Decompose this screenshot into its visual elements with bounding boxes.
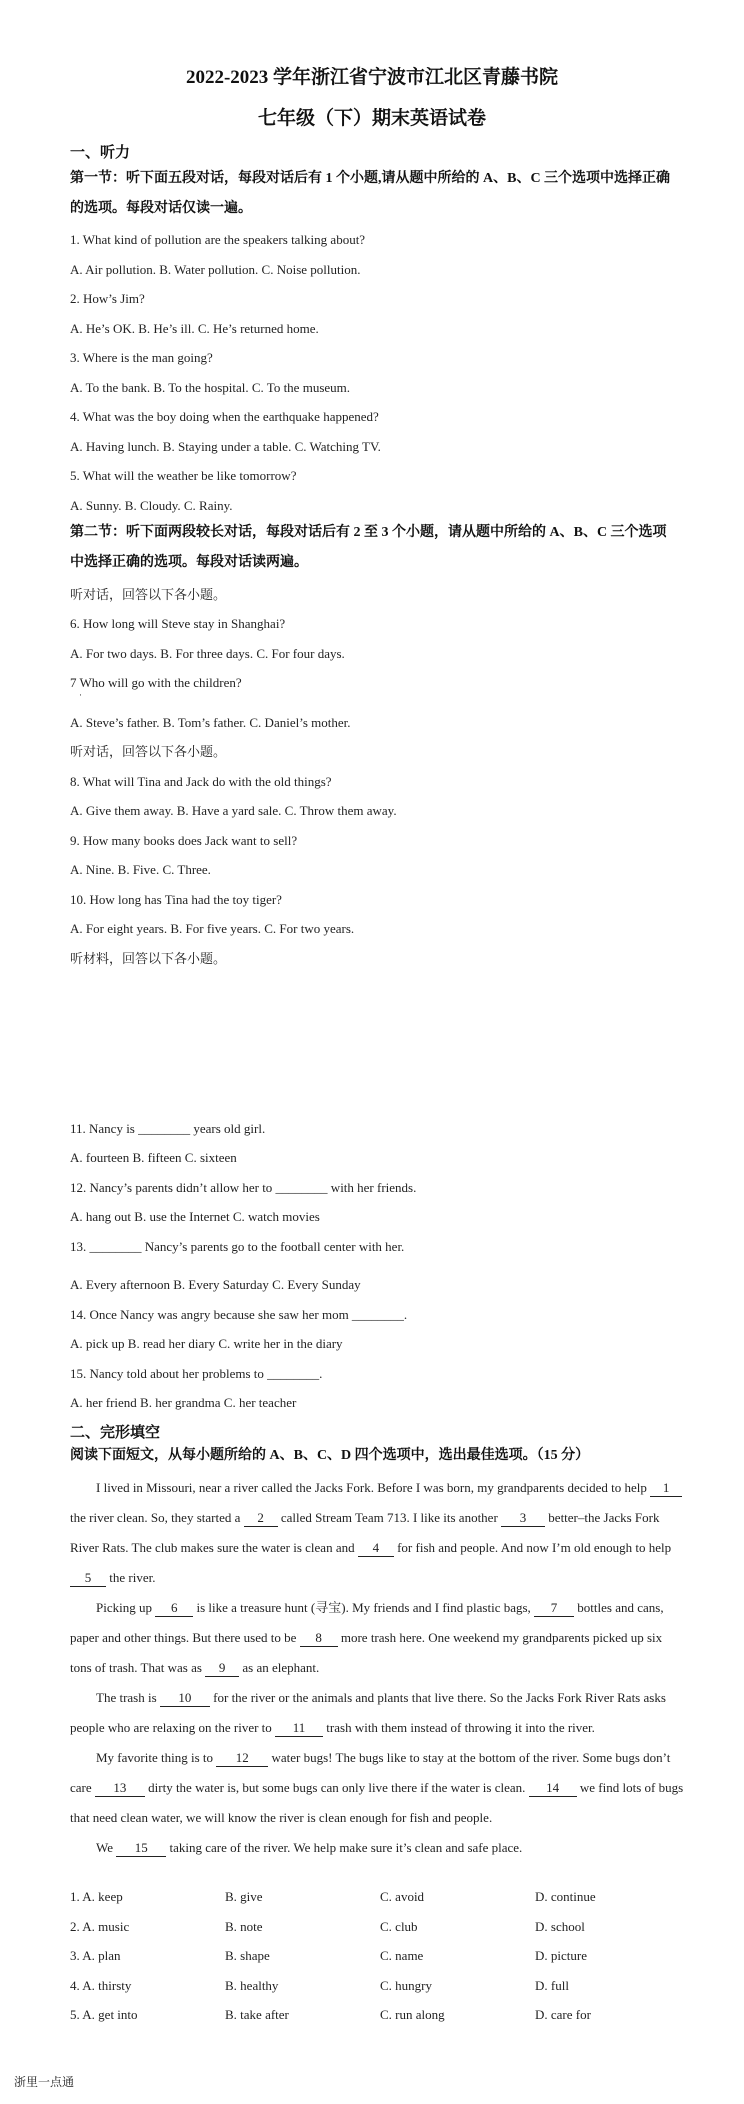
cloze-paragraph-1: I lived in Missouri, near a river called the Jacks Fork. Before I was born, my grandparents decided to help 1 the river clean. So, they started a 2 called Stream Team 713. I like its another 3 better–the Jacks Fork River Rats. The club makes sure the water is clean and 4 for fish and people. And now I’m old enough to help 5 the river.: [70, 1473, 685, 1593]
question-10: 10. How long has Tina had the toy tiger?: [70, 892, 282, 907]
option-d: D. picture: [535, 1948, 587, 1963]
question-4: 4. What was the boy doing when the earthquake happened?: [70, 409, 379, 424]
section-cloze-heading: 二、完形填空: [70, 1425, 161, 1441]
option-a: 5. A. get into: [70, 2007, 138, 2022]
option-a: 3. A. plan: [70, 1948, 121, 1963]
option-c: C. avoid: [380, 1889, 425, 1904]
listen-note-2: 听对话，回答以下各小题。: [70, 744, 227, 759]
exam-title: 2022-2023 学年浙江省宁波市江北区青藤书院: [185, 67, 559, 88]
part1-instructions: 第一节：听下面五段对话，每段对话后有 1 个小题,请从题中所给的 A、B、C 三个选项中选择正确的选项。每段对话仅读一遍。: [70, 171, 671, 216]
cloze-paragraph-2: Picking up 6 is like a treasure hunt (寻宝). My friends and I find plastic bags, 7 bottles and cans, paper and other things. But there used to be 8 more trash here. One weekend my grandparents picked up six tons of trash. That was as 9 as an elephant.: [70, 1600, 664, 1675]
cloze-options-3: [70, 1947, 690, 1965]
section-listening-heading: 一、听力: [70, 145, 131, 161]
question-14: 14. Once Nancy was angry because she saw her mom ________.: [70, 1307, 408, 1322]
question-8: 8. What will Tina and Jack do with the old things?: [70, 774, 332, 789]
options-13: A. Every afternoon B. Every Saturday C. Every Sunday: [70, 1277, 361, 1292]
option-d: D. full: [535, 1978, 569, 1993]
footer-watermark: 浙里一点通: [14, 2075, 75, 2089]
blank-15: 15: [116, 1840, 166, 1857]
cloze-paragraph-5: We 15 taking care of the river. We help make sure it’s clean and safe place.: [96, 1840, 523, 1855]
blank-2: 2: [244, 1510, 278, 1527]
question-3: 3. Where is the man going?: [70, 350, 213, 365]
option-b: B. take after: [225, 2007, 289, 2022]
options-6: A. For two days. B. For three days. C. For four days.: [70, 646, 345, 661]
options-12: A. hang out B. use the Internet C. watch movies: [70, 1209, 320, 1224]
option-c: C. run along: [380, 2007, 445, 2022]
blank-12: 12: [216, 1750, 268, 1767]
blank-10: 10: [160, 1690, 210, 1707]
listen-note-1: 听对话，回答以下各小题。: [70, 587, 227, 602]
question-9: 9. How many books does Jack want to sell?: [70, 833, 298, 848]
question-15: 15. Nancy told about her problems to ________.: [70, 1366, 323, 1381]
question-12: 12. Nancy’s parents didn’t allow her to ________ with her friends.: [70, 1180, 417, 1195]
blank-7: 7: [534, 1600, 574, 1617]
material-note: 听材料，回答以下各小题。: [70, 951, 227, 966]
option-a: 4. A. thirsty: [70, 1978, 132, 1993]
blank-13: 13: [95, 1780, 145, 1797]
cloze-paragraph-4: My favorite thing is to 12 water bugs! The bugs like to stay at the bottom of the river. Some bugs don’t care 13 dirty the water is, but some bugs can only live there if the water is clean. 14 we find lots of bugs that need clean water, we will know the river is clean enough for fish and people.: [70, 1750, 684, 1825]
option-d: D. school: [535, 1919, 585, 1934]
blank-14: 14: [529, 1780, 577, 1797]
cloze-options-1: [70, 1888, 690, 1906]
option-b: B. healthy: [225, 1978, 279, 1993]
options-7: A. Steve’s father. B. Tom’s father. C. Daniel’s mother.: [70, 715, 351, 730]
option-c: C. club: [380, 1919, 418, 1934]
blank-3: 3: [501, 1510, 545, 1527]
exam-subtitle: 七年级（下）期末英语试卷: [257, 108, 486, 129]
question-6: 6. How long will Steve stay in Shanghai?: [70, 616, 286, 631]
stray-mark: ·: [79, 690, 82, 700]
option-b: B. note: [225, 1919, 263, 1934]
blank-6: 6: [155, 1600, 193, 1617]
blank-8: 8: [300, 1630, 338, 1647]
option-a: 1. A. keep: [70, 1889, 123, 1904]
options-2: A. He’s OK. B. He’s ill. C. He’s returned home.: [70, 321, 319, 336]
blank-11: 11: [275, 1720, 323, 1737]
cloze-options-4: [70, 1977, 690, 1995]
options-11: A. fourteen B. fifteen C. sixteen: [70, 1150, 237, 1165]
options-1: A. Air pollution. B. Water pollution. C. Noise pollution.: [70, 262, 361, 277]
cloze-paragraph-3: The trash is 10 for the river or the animals and plants that live there. So the Jacks Fork River Rats asks people who are relaxing on the river to 11 trash with them instead of throwing it into the river.: [70, 1690, 666, 1735]
question-2: 2. How’s Jim?: [70, 291, 145, 306]
blank-9: 9: [205, 1660, 239, 1677]
options-14: A. pick up B. read her diary C. write her in the diary: [70, 1336, 343, 1351]
options-5: A. Sunny. B. Cloudy. C. Rainy.: [70, 498, 233, 513]
question-1: 1. What kind of pollution are the speakers talking about?: [70, 232, 366, 247]
question-13: 13. ________ Nancy’s parents go to the football center with her.: [70, 1239, 405, 1254]
blank-1: 1: [650, 1480, 682, 1497]
option-b: B. give: [225, 1889, 263, 1904]
option-c: C. hungry: [380, 1978, 432, 1993]
question-7: 7 Who will go with the children?: [70, 675, 242, 690]
option-d: D. continue: [535, 1889, 596, 1904]
blank-4: 4: [358, 1540, 394, 1557]
option-d: D. care for: [535, 2007, 591, 2022]
option-b: B. shape: [225, 1948, 270, 1963]
options-9: A. Nine. B. Five. C. Three.: [70, 862, 211, 877]
cloze-options-2: [70, 1918, 690, 1936]
options-8: A. Give them away. B. Have a yard sale. C. Throw them away.: [70, 803, 397, 818]
cloze-instructions: 阅读下面短文，从每小题所给的 A、B、C、D 四个选项中，选出最佳选项。（15 分）: [70, 1448, 590, 1463]
question-5: 5. What will the weather be like tomorrow?: [70, 468, 297, 483]
options-15: A. her friend B. her grandma C. her teacher: [70, 1395, 297, 1410]
question-11: 11. Nancy is ________ years old girl.: [70, 1121, 266, 1136]
blank-5: 5: [70, 1570, 106, 1587]
options-4: A. Having lunch. B. Staying under a table. C. Watching TV.: [70, 439, 381, 454]
options-10: A. For eight years. B. For five years. C. For two years.: [70, 921, 355, 936]
option-c: C. name: [380, 1948, 424, 1963]
part2-instructions: 第二节：听下面两段较长对话，每段对话后有 2 至 3 个小题，请从题中所给的 A、B、C 三个选项中选择正确的选项。每段对话读两遍。: [70, 525, 667, 570]
cloze-options-5: [70, 2006, 690, 2024]
options-3: A. To the bank. B. To the hospital. C. To the museum.: [70, 380, 351, 395]
option-a: 2. A. music: [70, 1919, 130, 1934]
